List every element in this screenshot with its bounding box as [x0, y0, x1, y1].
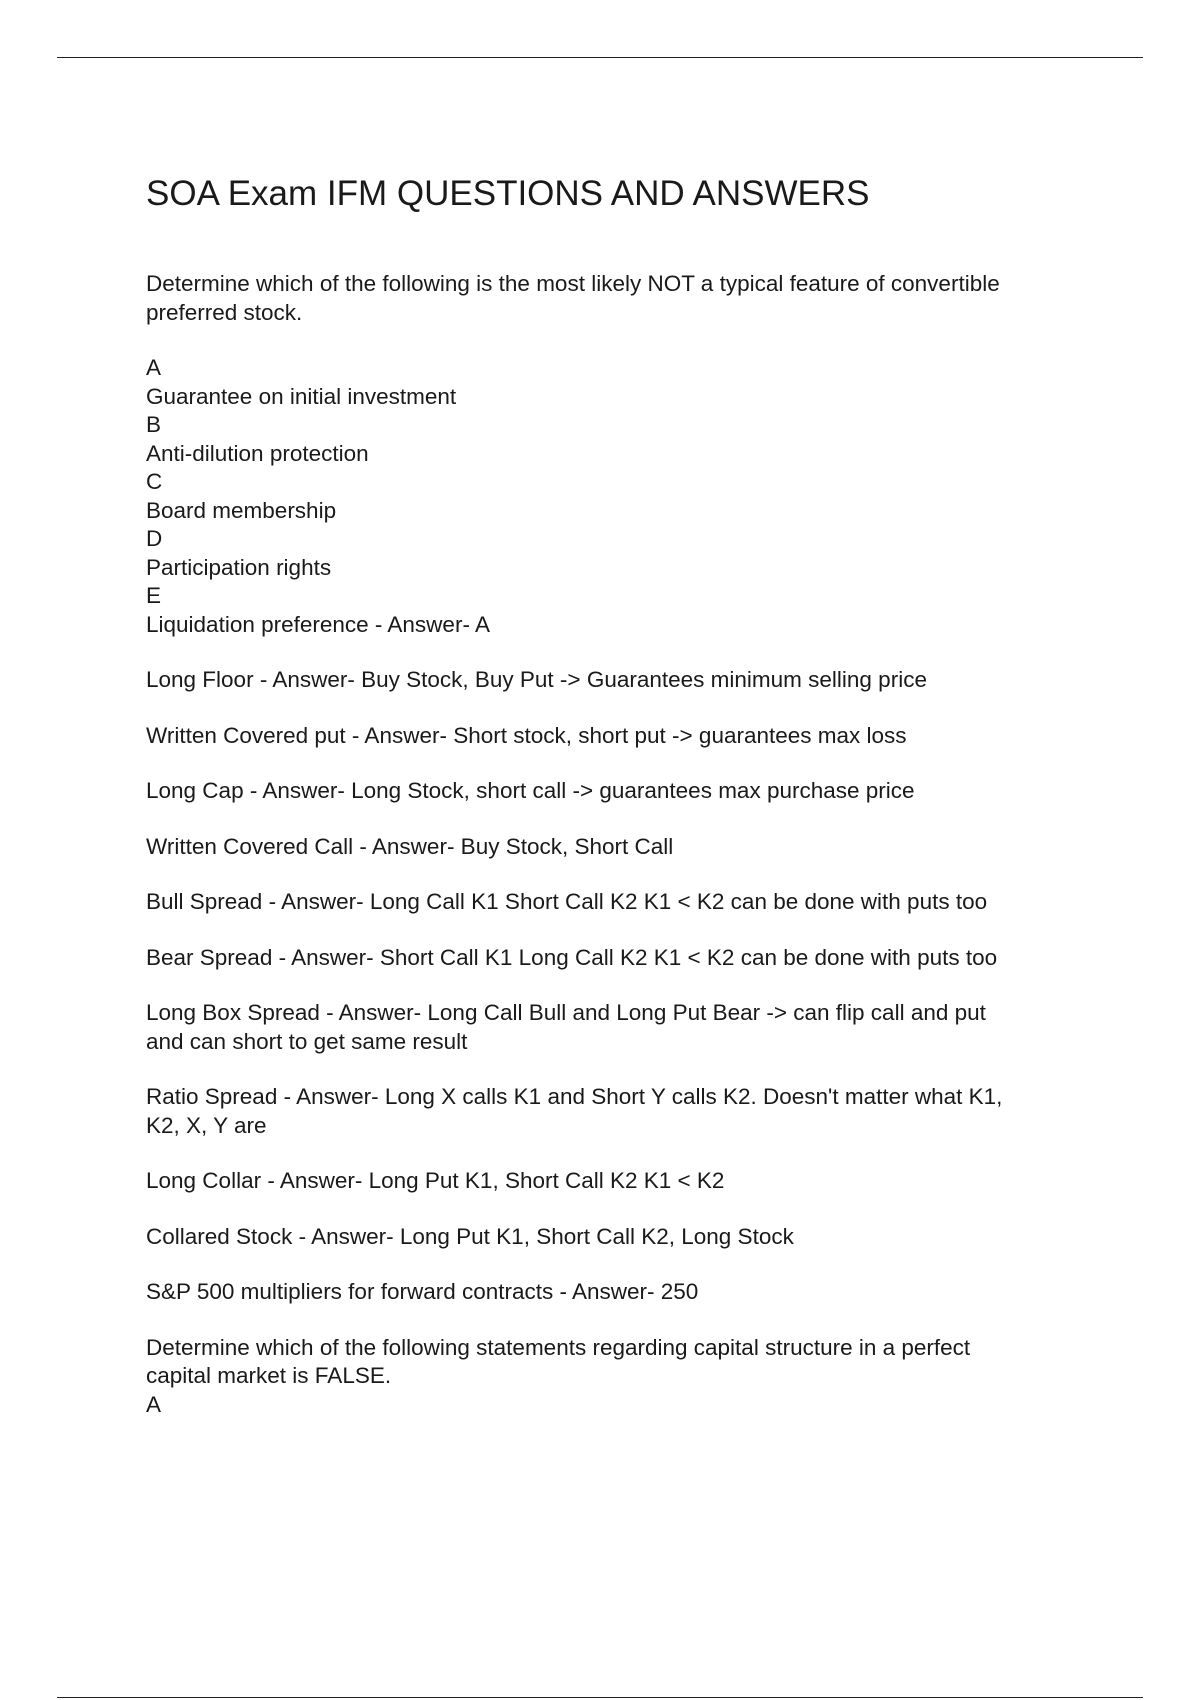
text-line: Long Collar - Answer- Long Put K1, Short Call K2 K1 < K2 — [146, 1168, 725, 1193]
text-line: K2, X, Y are — [146, 1112, 267, 1138]
paragraph — [146, 354, 1086, 639]
paragraph — [146, 1334, 1086, 1420]
footer-rule — [57, 1697, 1143, 1698]
text-line: Long Box Spread - Answer- Long Call Bull and Long Put Bear -> can flip call and put — [146, 1000, 986, 1025]
header-rule — [57, 57, 1143, 58]
text-line: Bear Spread - Answer- Short Call K1 Long Call K2 K1 < K2 can be done with puts too — [146, 944, 998, 970]
text-line: Ratio Spread - Answer- Long X calls K1 and Short Y calls K2. Doesn't matter what K1, — [146, 1084, 1003, 1109]
paragraph — [146, 777, 1086, 806]
paragraph — [146, 1223, 1086, 1252]
text-line: Collared Stock - Answer- Long Put K1, Short Call K2, Long Stock — [146, 1223, 794, 1249]
text-line: A — [146, 1391, 162, 1417]
paragraph — [146, 722, 1086, 751]
document-content — [146, 172, 1086, 1446]
paragraph — [146, 833, 1086, 862]
text-line: Board membership — [146, 497, 337, 523]
text-line: Liquidation preference - Answer- A — [146, 611, 490, 637]
paragraph — [146, 888, 1086, 917]
text-line: Determine which of the following statements regarding capital structure in a perfect — [146, 1334, 971, 1360]
text-line: preferred stock. — [146, 299, 303, 325]
paragraph — [146, 1083, 1086, 1140]
text-line: Guarantee on initial investment — [146, 383, 457, 409]
text-line: B — [146, 412, 162, 437]
text-line: E — [146, 583, 162, 608]
text-line: Participation rights — [146, 554, 332, 580]
document-title: SOA Exam IFM QUESTIONS AND ANSWERS — [146, 174, 870, 213]
paragraph — [146, 999, 1086, 1056]
paragraph — [146, 1167, 1086, 1196]
paragraph — [146, 270, 1086, 327]
text-line: A — [146, 355, 162, 380]
text-line: capital market is FALSE. — [146, 1363, 392, 1388]
text-line: S&P 500 multipliers for forward contracts - Answer- 250 — [146, 1279, 699, 1304]
text-line: Anti-dilution protection — [146, 440, 369, 466]
text-line: Long Cap - Answer- Long Stock, short call -> guarantees max purchase price — [146, 778, 915, 803]
text-line: Long Floor - Answer- Buy Stock, Buy Put -> Guarantees minimum selling price — [146, 667, 927, 692]
text-line: Determine which of the following is the most likely NOT a typical feature of convertible — [146, 271, 1000, 296]
text-line: Written Covered put - Answer- Short stock, short put -> guarantees max loss — [146, 722, 907, 748]
text-line: Bull Spread - Answer- Long Call K1 Short Call K2 K1 < K2 can be done with puts too — [146, 889, 988, 914]
document-body — [146, 270, 1086, 1419]
paragraph — [146, 1278, 1086, 1307]
text-line: D — [146, 526, 163, 551]
text-line: and can short to get same result — [146, 1028, 468, 1054]
paragraph — [146, 666, 1086, 695]
paragraph — [146, 944, 1086, 973]
text-line: Written Covered Call - Answer- Buy Stock, Short Call — [146, 833, 674, 859]
text-line: C — [146, 469, 163, 494]
